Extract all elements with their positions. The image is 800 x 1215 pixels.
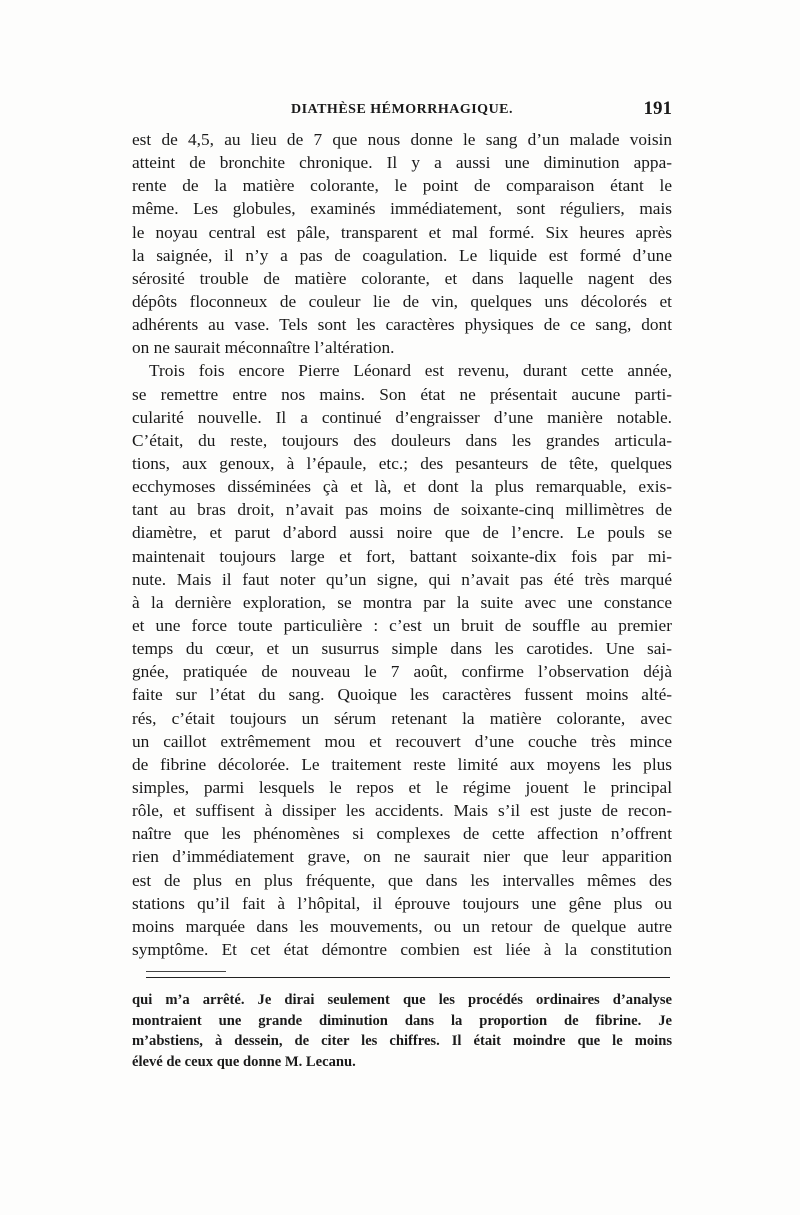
text-line: faite sur l’état du sang. Quoique les caractères fussent moins alté- <box>132 685 672 705</box>
text-line: se remettre entre nos mains. Son état ne présentait aucune parti- <box>132 384 672 404</box>
footnote-line: m’abstiens, à dessein, de citer les chiffres. Il était moindre que le moins <box>132 1033 672 1049</box>
running-head <box>132 98 672 124</box>
text-line: un caillot extrêmement mou et recouvert d’une couche très mince <box>132 731 672 751</box>
text-line: le noyau central est pâle, transparent et mal formé. Six heures après <box>132 222 672 242</box>
text-line: simples, parmi lesquels le repos et le régime jouent le principal <box>132 777 672 797</box>
paragraph-end-line: on ne saurait méconnaître l’altération. <box>132 338 395 358</box>
page-number: 191 <box>643 98 672 119</box>
text-line: ecchymoses disséminées çà et là, et dont la plus remarquable, exis- <box>132 477 672 497</box>
text-line: naître que les phénomènes si complexes de cette affection n’offrent <box>132 824 672 844</box>
text-line: à la dernière exploration, se montra par la suite avec une constance <box>132 592 672 612</box>
text-line: rôle, et suffisent à dissiper les accidents. Mais s’il est juste de recon- <box>132 801 672 821</box>
text-line: de fibrine décolorée. Le traitement reste limité aux moyens les plus <box>132 754 672 774</box>
text-line: stations qu’il fait à l’hôpital, il éprouve toujours une gêne plus ou <box>132 893 672 913</box>
text-line: symptôme. Et cet état démontre combien est liée à la constitution <box>132 939 672 959</box>
text-line: adhérents au vase. Tels sont les caractères physiques de ce sang, dont <box>132 315 672 335</box>
text-line: est de plus en plus fréquente, que dans les intervalles mêmes des <box>132 870 672 890</box>
footnote-separator <box>146 977 670 978</box>
text-line: gnée, pratiquée de nouveau le 7 août, confirme l’observation déjà <box>132 662 672 682</box>
text-line: temps du cœur, et un susurrus simple dans les carotides. Une sai- <box>132 639 672 659</box>
text-line: rés, c’était toujours un sérum retenant la matière colorante, avec <box>132 708 672 728</box>
paragraph-start-line: Trois fois encore Pierre Léonard est revenu, durant cette année, <box>149 361 672 381</box>
footnote-line: montraient une grande diminution dans la proportion de fibrine. Je <box>132 1012 672 1029</box>
text-line: rien d’immédiatement grave, on ne saurait nier que leur apparition <box>132 847 672 867</box>
text-line: la saignée, il n’y a pas de coagulation. Le liquide est formé d’une <box>132 245 672 265</box>
footnote <box>132 990 672 1072</box>
body-text <box>132 128 672 961</box>
text-line: C’était, du reste, toujours des douleurs dans les grandes articula- <box>132 430 672 450</box>
footnote-line: qui m’a arrêté. Je dirai seulement que les procédés ordinaires d’analyse <box>132 992 672 1008</box>
text-line: maintenait toujours large et fort, battant soixante-dix fois par mi- <box>132 546 672 566</box>
text-line: rente de la matière colorante, le point de comparaison étant le <box>132 176 672 196</box>
text-line: et une force toute particulière : c’est un bruit de souffle au premier <box>132 615 672 635</box>
text-line: nute. Mais il faut noter qu’un signe, qui n’avait pas été très marqué <box>132 569 672 589</box>
running-title: DIATHÈSE HÉMORRHAGIQUE. <box>290 102 514 117</box>
text-line: atteint de bronchite chronique. Il y a aussi une diminution appa- <box>132 153 672 173</box>
footnote-separator-short <box>146 971 226 972</box>
text-line: diamètre, et parut d’abord aussi noire que de l’encre. Le pouls se <box>132 523 672 543</box>
text-line: tions, aux genoux, à l’épaule, etc.; des pesanteurs de tête, quelques <box>132 453 672 473</box>
text-line: sérosité trouble de matière colorante, et dans laquelle nagent des <box>132 268 672 288</box>
text-line: dépôts floconneux de couleur lie de vin, quelques uns décolorés et <box>132 291 672 311</box>
text-line: même. Les globules, examinés immédiatement, sont réguliers, mais <box>132 199 672 219</box>
footnote-line: élevé de ceux que donne M. Lecanu. <box>132 1053 356 1070</box>
text-line: cularité nouvelle. Il a continué d’engraisser d’une manière notable. <box>132 407 672 427</box>
text-line: est de 4,5, au lieu de 7 que nous donne le sang d’un malade voisin <box>132 130 672 149</box>
text-line: tant au bras droit, n’avait pas moins de soixante-cinq millimètres de <box>132 500 672 520</box>
text-line: moins marquée dans les mouvements, ou un retour de quelque autre <box>132 916 672 936</box>
